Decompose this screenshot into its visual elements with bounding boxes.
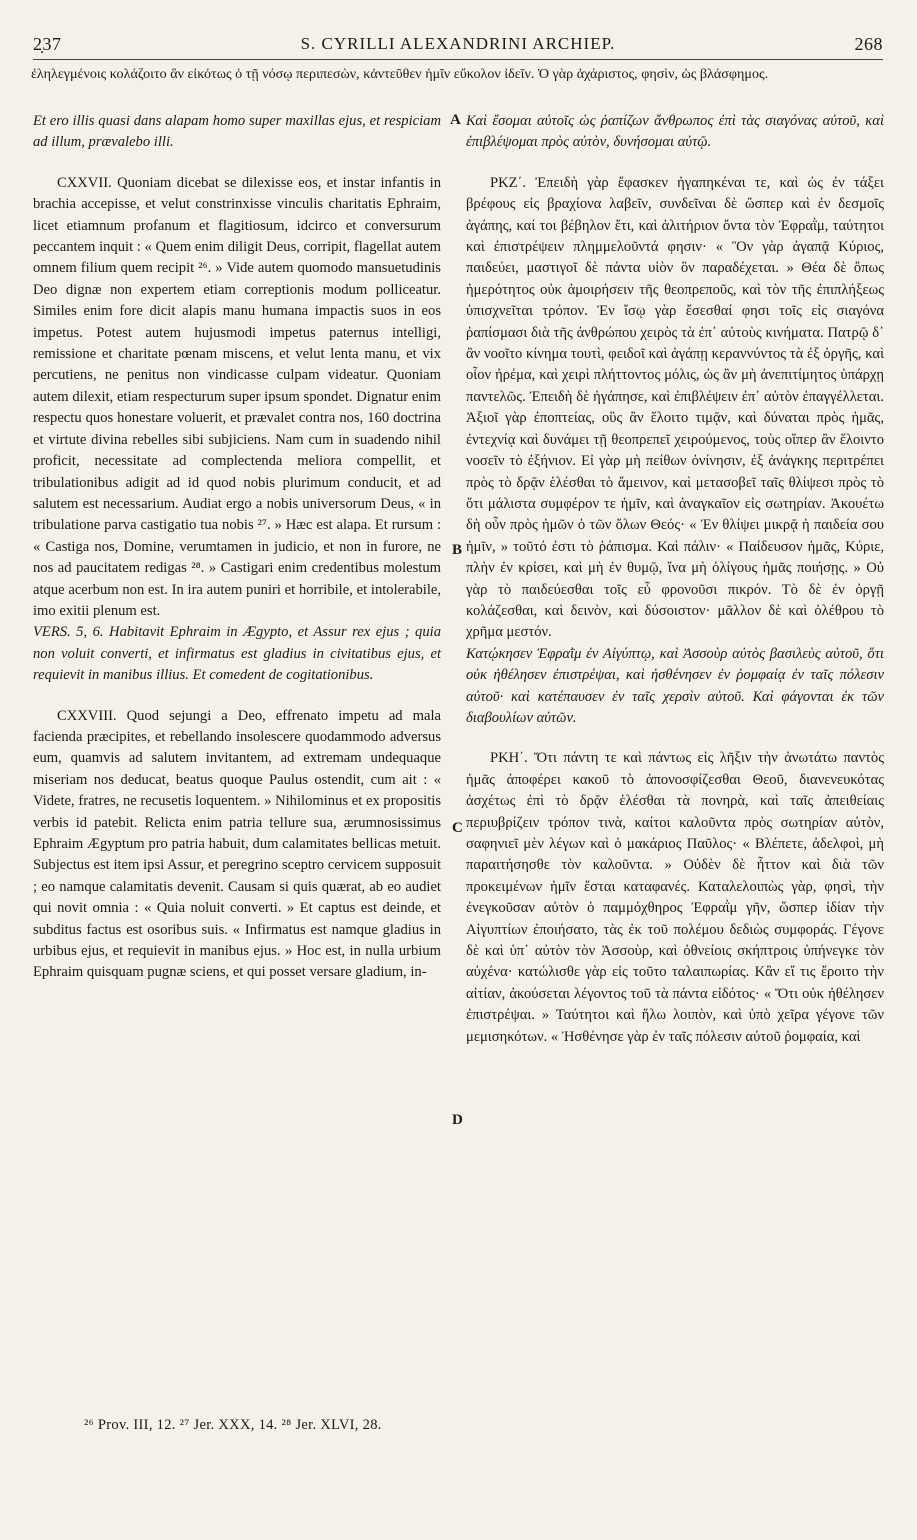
latin-column (33, 111, 441, 984)
greek-verse: Κατῴκησεν Ἐφραῒμ ἐν Αἰγύπτῳ, καὶ Ἀσσοὺρ αὐτὸς βασιλεὺς αὐτοῦ, ὅτι οὐκ ἠθέλησεν ἐπιστρέψαι, καὶ ἠσθένησεν ἐν ῥομφαίᾳ ἐν ταῖς πόλεσιν αὐτοῦ· καὶ κατέπαυσεν ἐν ταῖς χερσὶν αὐτοῦ. Καὶ φάγονται ἐκ τῶν διαβουλίων αὐτῶν. (466, 645, 884, 726)
margin-letter-a: A (450, 112, 461, 128)
latin-section-127: CXXVII. Quoniam dicebat se dilexisse eos, et instar infantis in brachia accepisse, et velut constrinxisse vinculis charitatis Ephraim, licet etiamnum profanum et flagitiosum, idcirco et conversurum peccantem inquit : « Quem enim diligit Deus, corripit, flagellat autem omnem filium quem recipit ²⁶. » Vide autem quomodo mansuetudinis Deo dignæ non expertem etiam correptionis modum polliceatur. Similes enim fore dicit alapis manu humana impactis suos in eos impetus. Potest autem hujusmodi impetus paternus intelligi, remissione et charitate pœnam miscens, et velut lenta manu, et vix percutiens, ne penitus non vindicasse culpam videatur. Quoniam autem dilexit, etiam respecturum super ipsum spondet. Dignatur enim respectu quos honestare voluerit, et prævalet contra nos, 160 doctrina et virtute divina rebelles sibi subjiciens. Nam cum in suadendo nihil proficit, necessitate ad complectenda meliora compellit, et tribulationibus adigit ad id quod nobis plurimum conducit, et ad salutem est necessarium. Audiat ergo a nobis universorum Deus, « in tribulatione parva castigatio tua nobis ²⁷. » Hæc est alapa. Et rursum : « Castiga nos, Domine, verumtamen in judicio, et non in furore, ne nos ad paucitatem redigas ²⁸. » Castigari enim credentibus molestum atque acerbum non est. In ira autem puniri et horribile, et intolerabile, imo exitii plenum est. (33, 174, 441, 619)
running-title: S. CYRILLI ALEXANDRINI ARCHIEP. (300, 34, 616, 53)
running-header (33, 34, 883, 58)
margin-letter-d: D (452, 1112, 463, 1128)
greek-continuation: ἐληλεγμένοις κολάζοιτο ἂν εἰκότως ὁ τῇ νόσῳ περιπεσὼν, κἀντεῦθεν ἡμῖν εὔκολον ἰδεῖν. Ὁ γὰρ ἀχάριστος, φησὶν, ὡς βλάσφημος. (31, 66, 769, 82)
page-number-left: 2̣37 (33, 34, 62, 54)
greek-lemma: Καὶ ἔσομαι αὐτοῖς ὡς ῥαπίζων ἄνθρωπος ἐπὶ τὰς σιαγόνας αὐτοῦ, καὶ ἐπιβλέψομαι πρὸς αὐτὸν, δυνήσομαι αὐτῷ. (466, 113, 884, 151)
greek-column (466, 111, 884, 1048)
footnotes: ²⁶ Prov. III, 12. ²⁷ Jer. XXX, 14. ²⁸ Jer. XLVI, 28. (84, 1417, 382, 1433)
page-number-right: 268 (854, 34, 883, 54)
greek-section-128: ΡΚΗ΄. Ὅτι πάντη τε καὶ πάντως εἰς λῆξιν τὴν ἀνωτάτω παντὸς ἡμᾶς ἀποφέρει κακοῦ τὸ ἀπονοσφίζεσθαι Θεοῦ, διανενευκότας ἀσχέτως ἐπὶ τὸ δρᾷν ἑλέσθαι τὰ πονηρὰ, καὶ ταῖς ἀπειθείαις περιυβρίζειν τρόπον τινὰ, καίτοι καλοῦντα πρὸς σωτηρίαν αὐτὸν, σαφηνιεῖ μὲν λέγων καὶ ὁ μακάριος Παῦλος· « Βλέπετε, ἀδελφοὶ, μὴ παραιτήσησθε τὸν καλοῦντα. » Οὐδὲν δὲ ἧττον καὶ διὰ τῶν προκειμένων ἡμῖν ἔσται καταφανές. Καταλελοιπὼς γὰρ, φησὶ, τὴν ἐνεγκοῦσαν αὐτὸν ὁ παμμόχθηρος Ἐφραῒμ γῆν, ὥσπερ ἰδίαν τὴν Αἰγυπτίων ἐποιήσατο, τὰς ἐκ τοῦ πολέμου δεδιὼς συμφοράς. Γέγονε δὲ καὶ ὑπ᾽ αὐτὸν τὸν Ἀσσοὺρ, καὶ ὀθνείοις σκήπτροις ὑπήνεγκε τὸν αὐχένα· κατώλισθε γὰρ εἰς τοῦτο ταλαιπωρίας. Κἂν εἴ τις ἔροιτο τὴν αἰτίαν, ἀκούσεται λέγοντος τοῦ τὰ πάντα εἰδότος· « Ὅτι οὐκ ἠθέλησεν ἐπιστρέψαι. » Ταύτητοι καὶ ἥλω λοιπὸν, καὶ ὑπὸ χεῖρα γέγονε τῶν μεμισηκότων. « Ἠσθένησε γὰρ ἐν ταῖς πόλεσιν αὐτοῦ ῥομφαία, καὶ (466, 750, 884, 1045)
margin-letter-b: B (452, 542, 463, 558)
greek-section-127: ΡΚΖ΄. Ἐπειδὴ γὰρ ἔφασκεν ἠγαπηκέναι τε, καὶ ὡς ἐν τάξει βρέφους εἰς βραχίονα λαβεῖν, συνδεῖναι δὲ ὥσπερ καὶ ἐν δεσμοῖς ἀγάπης, καί τοι βέβηλον ἔτι, καὶ ἀλιτήριον ὄντα τὸν Ἐφραῒμ, ταύτητοι καὶ ἐπιστρέψειν πλημμελοῦντά φησιν· « Ὃν γὰρ ἀγαπᾷ Κύριος, παιδεύει, μαστιγοῖ δὲ πάντα υἱὸν ὃν παραδέχεται. » Θέα δὲ ὅπως ἡμερότητος οὐκ ἀμοιρήσειν τῆς θεοπρεποῦς, καὶ τὸν τῆς ἐπιπλήξεως ὑπισχνεῖται τρόπον. Ἐν ἴσῳ γὰρ ἔσεσθαί φησι τοῖς εἰς σιαγόνα ῥαπίσμασι διὰ τῆς ἀνθρώπου χειρὸς τὰ ἐπ᾽ αὐτοὺς κινήματα. Πατρῷ δ᾽ ἂν νοοῖτο κίνημα τουτὶ, φειδοῖ καὶ ἀγάπῃ κεραννύντος τὰ ἐξ ὀργῆς, καὶ οἷον ἠρέμα, καὶ χειρὶ πλήττοντος μόλις, ὡς ἂν μὴ ἀνεπιτίμητος ὑπάρχῃ παντελῶς. Ἐπειδὴ δὲ ἠγάπησε, καὶ ἐπιβλέψειν ἐπ᾽ αὐτὸν ἐπαγγέλλεται. Ἀξιοῖ γὰρ ἐποπτείας, οὓς ἂν ἕλοιτο τιμᾷν, καὶ δύναται πρὸς ἡμᾶς, ἐντεχνίᾳ καὶ δυνάμει τῇ θεοπρεπεῖ χειρούμενος, τοὺς οἵπερ ἂν ἕλοιντο νοσεῖν τὸ ἐξήνιον. Εἰ γὰρ μὴ πείθων ὀνίνησιν, ἐξ ἀνάγκης περιτρέπει πρὸς τὸ δρᾷν ἑλέσθαι τὸ ἄμεινον, καὶ μετασοβεῖ ταῖς θλίψεσι πρὸς τὸ ὅτι μάλιστα συμφέρον τε ἡμῖν, καὶ ἀναγκαῖον εἰς σωτηρίαν. Ἀκουέτω δὴ οὖν πρὸς ἡμῶν ὁ τῶν ὅλων Θεός· « Ἐν θλίψει μικρᾷ ἡ παιδεία σου ἡμῖν, » τοῦτό ἐστι τὸ ῥάπισμα. Καὶ πάλιν· « Παίδευσον ἡμᾶς, Κύριε, πλὴν ἐν κρίσει, καὶ μὴ ἐν θυμῷ, ἵνα μὴ ὀλίγους ἡμᾶς ποιήσῃς. » Οὐ γὰρ τὸ παιδεύεσθαι τοῖς εὖ φρονοῦσι πικρόν. Τὸ δὲ ἐν ὀργῇ κολάζεσθαι, καὶ δεινὸν, καὶ δύσοιστον· μᾶλλον δὲ καὶ ὀλέθρου τὸ χρῆμα μεστόν. (466, 174, 884, 641)
latin-lemma: Et ero illis quasi dans alapam homo super maxillas ejus, et respiciam ad illum, prævalebo illi. (33, 113, 441, 151)
latin-section-128: CXXVIII. Quod sejungi a Deo, effrenato impetu ad mala facienda præcipites, et rebellando insolescere quodammodo adversus eum, quamvis ad salutem invitantem, ad extremam undequaque miseriam nos deducat, beatus quoque Paulus ostendit, cum ait : « Videte, fratres, ne recusetis loquentem. » Nihilominus et ex propositis verbis id patebit. Relicta enim patria tellure sua, ærumnosissimus Ephraim Ægyptum pro patria habuit, dum calamitates bellicas metuit. Subjectus est item ipsi Assur, et peregrino sceptro cervicem supposuit ; eo namque calamitatis devenit. Causam si quis quærat, ab eo audiet qui novit omnia : « Quia noluit converti. » Et captus est deinde, et subditus factus est osoribus suis. « Infirmatus est namque gladius in urbibus ejus, et requievit in manibus ejus. » Hoc est, in nulla urbium Ephraim quisquam pugnæ sciens, et qui posset versare gladium, in- (33, 707, 441, 981)
latin-verse: VERS. 5, 6. Habitavit Ephraim in Ægypto, et Assur rex ejus ; quia non voluit converti, et infirmatus est gladius in civitatibus ejus, et requievit in manibus illius. Et comedent de cogitationibus. (33, 624, 441, 684)
header-rule (33, 59, 883, 60)
margin-letter-c: C (452, 820, 463, 836)
